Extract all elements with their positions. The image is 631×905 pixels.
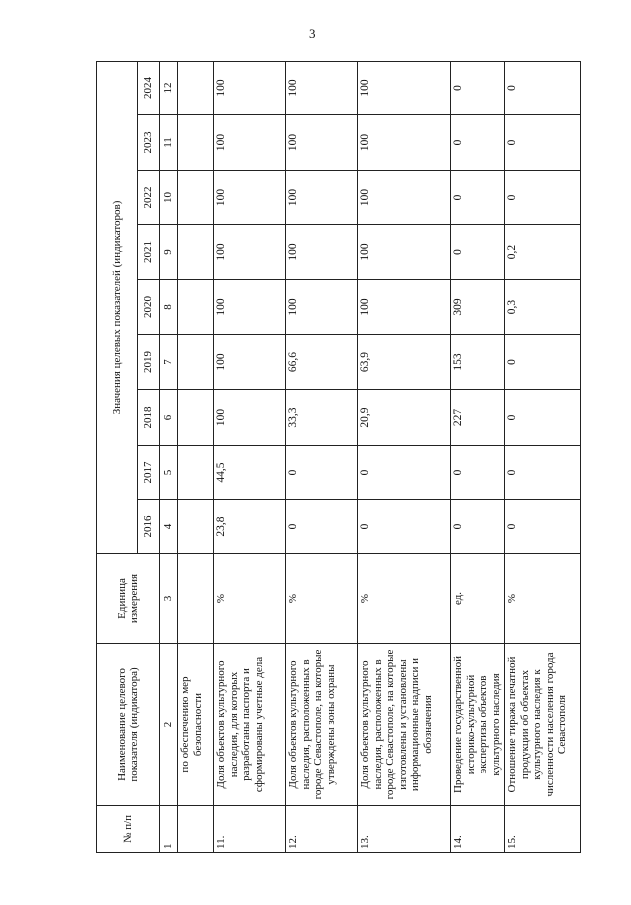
table-row — [286, 61, 358, 852]
value-cell: 0 — [358, 500, 451, 554]
value-cell: 0 — [505, 446, 581, 500]
value-cell: 100 — [214, 280, 286, 335]
value-cell: 0 — [505, 500, 581, 554]
row-unit — [178, 554, 214, 644]
row-unit: % — [505, 554, 581, 644]
value-cell: 100 — [214, 335, 286, 390]
year-cell: 2016 — [138, 500, 160, 554]
header-row-1 — [97, 61, 138, 852]
value-cell: 100 — [358, 61, 451, 114]
row-name: Доля объектов культурного наследия, расположенных в городе Севастополе, на которые утверждены зоны охраны — [286, 644, 358, 806]
header-unit: Единица измерения — [97, 554, 160, 644]
row-name: Доля объектов культурного наследия, расположенных в городе Севастополе, на которые изготовлены и установлены информационные надписи и обозначения — [358, 644, 451, 806]
value-cell: 100 — [214, 171, 286, 225]
value-cell: 100 — [358, 225, 451, 280]
value-cell: 0 — [505, 390, 581, 446]
index-cell: 11 — [160, 115, 178, 171]
continuation-row — [178, 61, 214, 852]
index-cell: 3 — [160, 554, 178, 644]
index-cell: 4 — [160, 500, 178, 554]
row-num: 11. — [214, 806, 286, 853]
row-num: 14. — [451, 806, 505, 853]
row-num — [178, 806, 214, 853]
table-row — [358, 61, 451, 852]
value-cell: 33,3 — [286, 390, 358, 446]
value-cell: 0 — [505, 115, 581, 171]
index-cell: 2 — [160, 644, 178, 806]
index-cell: 7 — [160, 335, 178, 390]
value-cell: 309 — [451, 280, 505, 335]
value-cell: 63,9 — [358, 335, 451, 390]
header-name: Наименование целевого показателя (индикатора) — [97, 644, 160, 806]
value-cell: 0 — [451, 61, 505, 114]
value-cell: 100 — [358, 115, 451, 171]
value-cell: 0,3 — [505, 280, 581, 335]
value-cell: 0 — [451, 225, 505, 280]
table-row — [451, 61, 505, 852]
value-cell: 0 — [451, 115, 505, 171]
value-cell: 100 — [214, 225, 286, 280]
year-cell: 2021 — [138, 225, 160, 280]
year-cell: 2024 — [138, 61, 160, 114]
table-row — [214, 61, 286, 852]
row-num: 13. — [358, 806, 451, 853]
value-cell: 100 — [358, 171, 451, 225]
page-number: 3 — [309, 26, 316, 41]
value-cell: 0 — [358, 446, 451, 500]
value-cell: 227 — [451, 390, 505, 446]
value-cell: 100 — [214, 115, 286, 171]
rotated-table-container — [96, 62, 568, 853]
year-cell: 2019 — [138, 335, 160, 390]
year-cell: 2018 — [138, 390, 160, 446]
value-cell: 0 — [451, 171, 505, 225]
row-name: Доля объектов культурного наследия, для которых разработаны паспорта и сформированы учетные дела — [214, 644, 286, 806]
value-cell: 100 — [286, 171, 358, 225]
row-name: Проведение государственной историко-культурной экспертизы объектов культурного наследия — [451, 644, 505, 806]
row-num: 15. — [505, 806, 581, 853]
row-unit: % — [286, 554, 358, 644]
value-cell: 44,5 — [214, 446, 286, 500]
value-cell: 100 — [286, 115, 358, 171]
index-cell: 5 — [160, 446, 178, 500]
value-cell: 23,8 — [214, 500, 286, 554]
year-cell: 2022 — [138, 171, 160, 225]
value-cell: 0 — [451, 446, 505, 500]
value-cell: 100 — [286, 280, 358, 335]
value-cell: 100 — [358, 280, 451, 335]
value-cell: 66,6 — [286, 335, 358, 390]
year-cell: 2020 — [138, 280, 160, 335]
index-cell: 9 — [160, 225, 178, 280]
row-unit: % — [358, 554, 451, 644]
value-cell: 153 — [451, 335, 505, 390]
index-cell: 8 — [160, 280, 178, 335]
index-row — [160, 61, 178, 852]
value-cell: 100 — [214, 61, 286, 114]
row-unit: ед. — [451, 554, 505, 644]
value-cell: 0 — [505, 335, 581, 390]
table-row — [505, 61, 581, 852]
value-cell: 0 — [451, 500, 505, 554]
row-name: Отношение тиража печатной продукции об объектах культурного наследия к численности населения города Севастополя — [505, 644, 581, 806]
value-cell: 0 — [286, 446, 358, 500]
value-cell: 0 — [505, 61, 581, 114]
index-cell: 12 — [160, 61, 178, 114]
value-cell: 100 — [286, 61, 358, 114]
indicators-table — [96, 61, 581, 853]
value-cell: 20,9 — [358, 390, 451, 446]
row-unit: % — [214, 554, 286, 644]
row-name: по обеспечению мер безопасности — [178, 644, 214, 806]
value-cell: 100 — [214, 390, 286, 446]
header-values: Значения целевых показателей (индикаторов) — [97, 61, 138, 553]
value-cell: 0 — [286, 500, 358, 554]
value-cell: 0,2 — [505, 225, 581, 280]
value-cell: 0 — [505, 171, 581, 225]
header-num: № п/п — [97, 806, 160, 853]
row-num: 12. — [286, 806, 358, 853]
index-cell: 6 — [160, 390, 178, 446]
year-cell: 2017 — [138, 446, 160, 500]
year-cell: 2023 — [138, 115, 160, 171]
index-cell: 10 — [160, 171, 178, 225]
index-cell: 1 — [160, 806, 178, 853]
value-cell: 100 — [286, 225, 358, 280]
